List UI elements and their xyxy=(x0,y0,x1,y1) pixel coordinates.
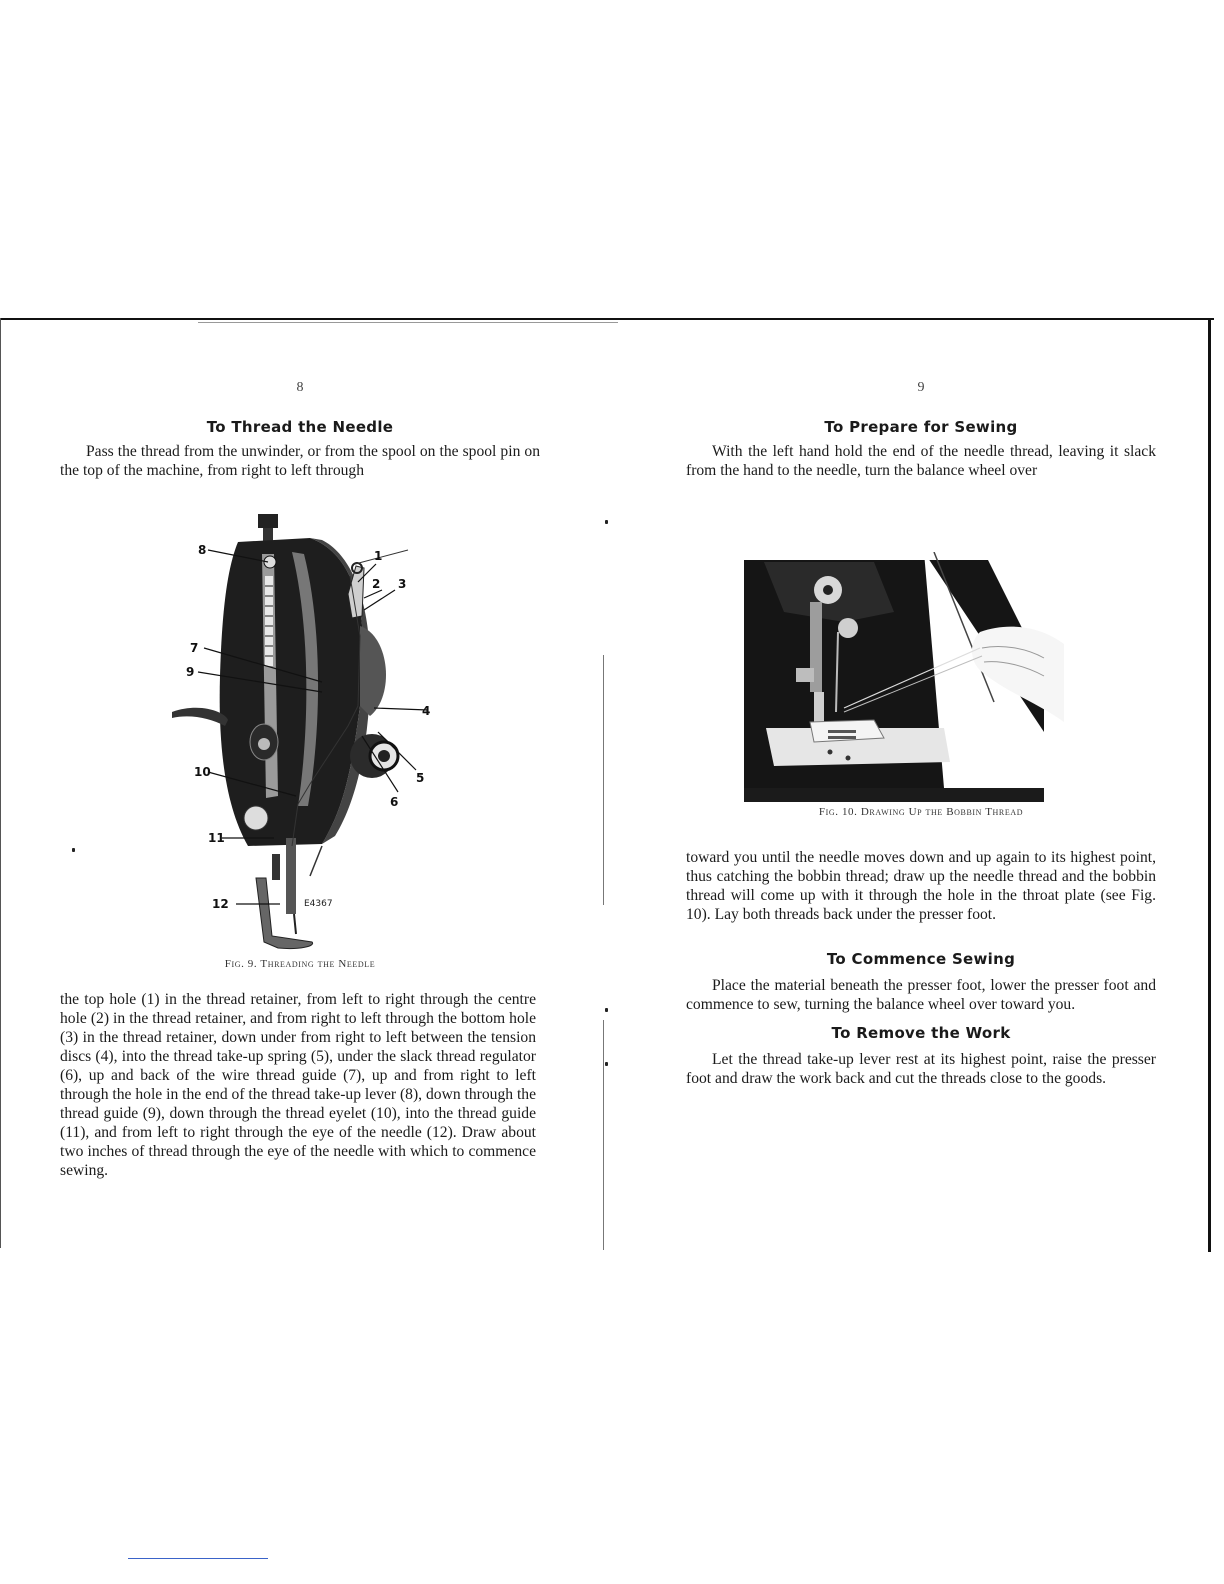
callout-9: 9 xyxy=(186,665,195,679)
body-paragraph-left: the top hole (1) in the thread retainer, from left to right through the centre hole (2) in the thread retainer, and from right to left through the bottom hole (3) in the thread retainer, down under from right to left between the tension discs (4), into the thread take-up spring (5), under the slack thread regulator (6), up and back of the wire thread guide (7), up and from right to left through the hole in the end of the thread take-up lever (8), down through the thread guide (9), down through the thread eyelet (10), into the thread guide (11), and from left to right through the eye of the needle (12). Draw about two inches of thread through the eye of the needle with which to commence sewing. xyxy=(60,991,536,1179)
intro-paragraph-right: With the left hand hold the end of the needle thread, leaving it slack from the hand to the needle, turn the balance wheel over xyxy=(686,443,1156,479)
speck xyxy=(605,1008,608,1012)
top-rule-faint xyxy=(198,322,618,323)
gutter-line-lower xyxy=(603,1020,604,1250)
intro-paragraph-left: Pass the thread from the unwinder, or from the spool on the spool pin on the top of the machine, from right to left through xyxy=(60,443,540,479)
callout-5: 5 xyxy=(416,771,425,785)
callout-4: 4 xyxy=(422,704,431,718)
commence-paragraph: Place the material beneath the presser foot, lower the presser foot and commence to sew, turning the balance wheel over toward you. xyxy=(686,977,1156,1013)
figure-bobbin-thread xyxy=(744,552,1064,802)
bottom-link-line xyxy=(128,1558,268,1559)
callout-6: 6 xyxy=(390,795,399,809)
callout-3: 3 xyxy=(398,577,407,591)
bobbin-photo xyxy=(744,552,1064,802)
page-number-right: 9 xyxy=(917,380,925,395)
heading-prepare-sewing: To Prepare for Sewing xyxy=(824,418,1018,436)
speck xyxy=(605,520,608,524)
machine-head-illustration xyxy=(60,506,540,956)
right-page xyxy=(686,380,1156,1088)
left-page-edge xyxy=(0,318,1,1248)
caption-fig-10: Fig. 10. Drawing Up the Bobbin Thread xyxy=(818,806,1024,818)
callout-1: 1 xyxy=(374,549,383,563)
callout-7: 7 xyxy=(190,641,199,655)
callout-8: 8 xyxy=(198,543,207,557)
page-number-left: 8 xyxy=(296,380,304,395)
figure-threading-needle xyxy=(60,506,540,956)
remove-paragraph: Let the thread take-up lever rest at its highest point, raise the presser foot and draw the work back and cut the threads close to the goods. xyxy=(686,1051,1156,1087)
caption-fig-9: Fig. 9. Threading the Needle xyxy=(224,958,376,970)
left-page xyxy=(60,380,540,1180)
heading-commence-sewing: To Commence Sewing xyxy=(826,950,1016,968)
callout-11: 11 xyxy=(208,831,225,845)
heading-remove-work: To Remove the Work xyxy=(831,1024,1011,1042)
callout-2: 2 xyxy=(372,577,381,591)
continued-paragraph-right: toward you until the needle moves down and up again to its highest point, thus catching the bobbin thread; draw up the needle thread and the bobbin thread will come up with it through the hole in the throat plate (see Fig. 10). Lay both threads back under the presser foot. xyxy=(686,849,1156,923)
callout-10: 10 xyxy=(194,765,211,779)
figure-code: E4367 xyxy=(304,899,333,909)
top-rule xyxy=(0,318,1214,320)
callout-12: 12 xyxy=(212,897,229,911)
speck xyxy=(605,1062,608,1066)
heading-thread-needle: To Thread the Needle xyxy=(206,418,394,436)
right-page-edge xyxy=(1208,318,1211,1252)
gutter-line-upper xyxy=(603,655,604,905)
